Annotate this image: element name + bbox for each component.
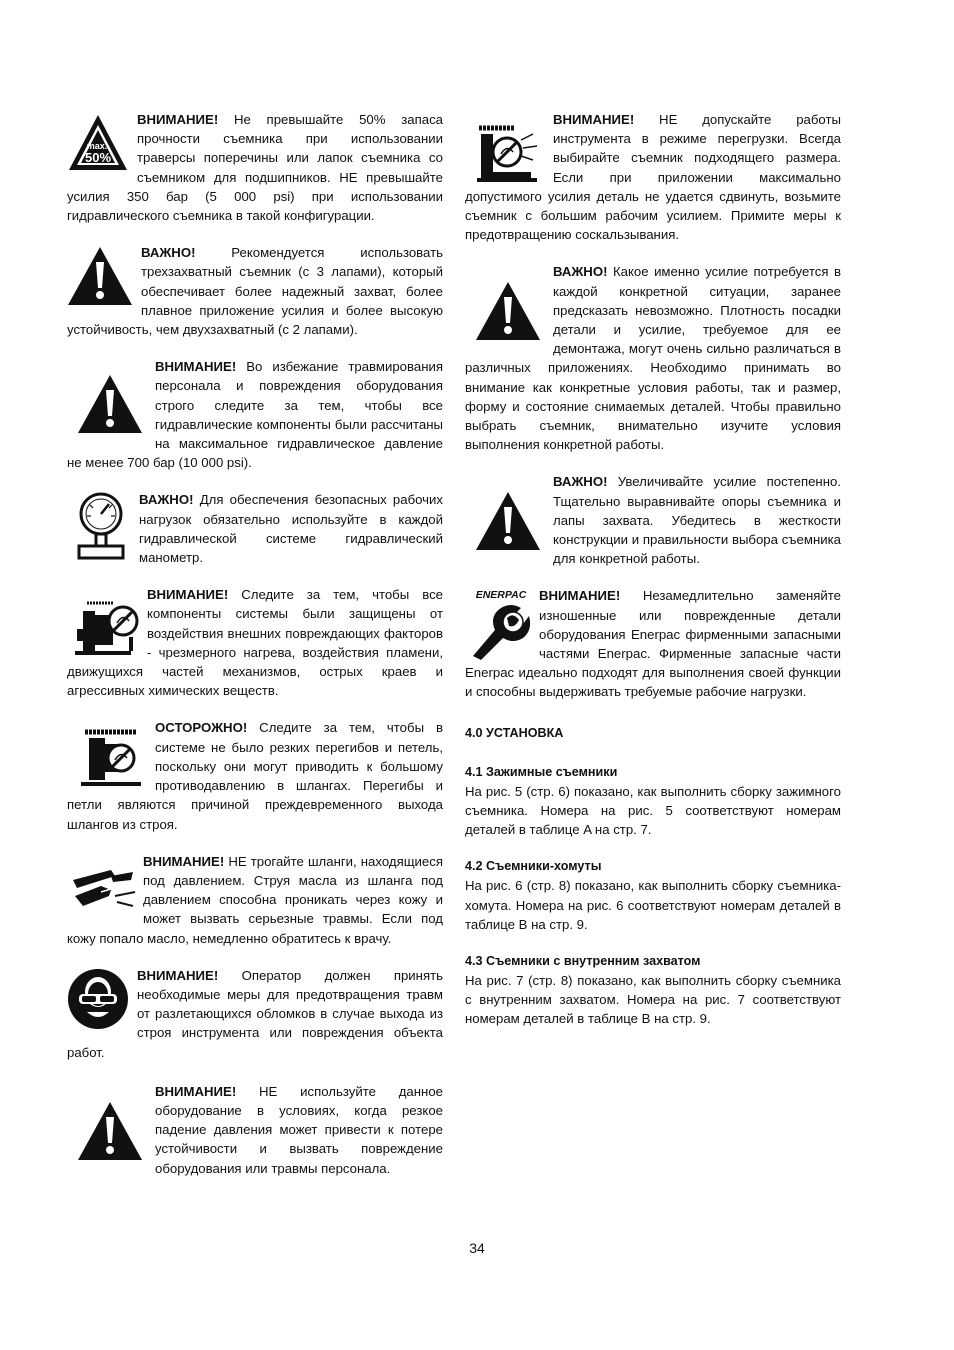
left-column <box>67 110 443 1178</box>
block-text: Для обеспечения безопасных рабочих нагрузок обязательно используйте в каждой гидравлической системе гидравлический манометр. <box>139 492 443 566</box>
important-block <box>67 490 443 567</box>
block-text: Какое именно усилие потребуется в каждой конкретной ситуации, заранее предсказать невозможно. Плотность посадки детали и усилие, требуемое для ее демонтажа, могут очень сильно различаться в различных приложениях. Необходимо принимать во внимание как конкретные условия работы, так и размер, форму и состояние снимаемых деталей. Чтобы правильно выбрать съемник, внимательно изучите условия выполнения конкретной работы. <box>465 264 841 453</box>
warning-block <box>67 357 443 472</box>
important-block <box>67 243 443 339</box>
block-text: Незамедлительно заменяйте изношенные или поврежденные детали оборудования Enerpac фирменными запасными частями Enerpac. Фирменные запасные части Enerpac идеально подходят для выполнения своей функции и способны выдерживать требуемые рабочие нагрузки. <box>465 588 841 700</box>
warning-block <box>67 966 443 1062</box>
block-label: ВНИМАНИЕ! <box>137 112 219 127</box>
install-section <box>465 763 841 840</box>
install-section <box>465 857 841 934</box>
section-text: На рис. 5 (стр. 6) показано, как выполнить сборку зажимного съемника. Номера на рис. 5 соответствуют номерам деталей в таблице A на стр. 7. <box>465 783 841 838</box>
section-text: На рис. 6 (стр. 8) показано, как выполнить сборку съемника-хомута. Номера на рис. 6 соответствуют номерам деталей в таблице B на стр. 9. <box>465 878 841 932</box>
block-label: ВАЖНО! <box>139 492 194 508</box>
right-column <box>465 110 841 1029</box>
important-block <box>465 472 841 568</box>
section-text: На рис. 7 (стр. 8) показано, как выполнить сборку съемника с внутренним захватом. Номера на рис. 7 соответствуют номерам деталей в таблице B на стр. 9. <box>465 972 841 1027</box>
block-text: Во избежание травмирования персонала и повреждения оборудования строго следите за тем, чтобы все гидравлические компоненты были рассчитаны на максимальное гидравлическое давление не менее 700 бар (10 000 psi). <box>67 359 443 471</box>
important-block <box>465 262 841 454</box>
safety-goggles-icon <box>67 968 129 1030</box>
warning-triangle-icon <box>77 373 143 435</box>
block-label: ВНИМАНИЕ! <box>137 967 219 983</box>
enerpac-wrench-icon <box>467 588 535 660</box>
warning-triangle-icon <box>475 280 541 342</box>
warning-block <box>67 852 443 948</box>
warning-triangle-icon <box>475 490 541 552</box>
hose-kink-icon <box>77 728 145 788</box>
block-text: Следите за тем, чтобы в системе не было резких перегибов и петель, поскольку они могут приводить к большому противодавлению в шлангах. Перегибы и петли являются причиной преждевременного выхода шлангов из строя. <box>67 720 443 832</box>
warning-block <box>67 585 443 700</box>
block-label: ВАЖНО! <box>553 474 608 490</box>
block-label: ВАЖНО! <box>553 264 608 280</box>
warning-triangle-icon <box>77 1100 143 1162</box>
overload-warning-icon <box>475 124 541 184</box>
cylinder-protection-icon <box>73 601 141 657</box>
block-text: Следите за тем, чтобы все компоненты системы были защищены от воздействия внешних повреждающих факторов - чрезмерного нагрева, воздействия пламени, движущихся частей механизмов, острых краев и агрессивных химических веществ. <box>67 587 443 699</box>
caution-block <box>67 718 443 833</box>
svg-text:ENERPAC: ENERPAC <box>475 589 527 602</box>
block-label: ВНИМАНИЕ! <box>553 112 635 127</box>
block-label: ОСТОРОЖНО! <box>155 720 248 736</box>
section-title: 4.3 Съемники с внутренним захватом <box>465 953 701 968</box>
warning-triangle-icon <box>67 245 133 307</box>
svg-text:max.: max. <box>86 141 108 151</box>
section-title: 4.2 Съемники-хомуты <box>465 859 602 874</box>
block-text: Оператор должен принять необходимые меры для предотвращения травм от разлетающихся обломков в случае выхода из строя инструмента или повреждения объекта работ. <box>67 967 443 1060</box>
block-text: НЕ трогайте шланги, находящиеся под давлением. Струя масла из шланга под давлением способна проникать через кожу и может вызвать серьезные травмы. Если под кожу попало масло, немедленно обратитесь к врачу. <box>67 853 443 946</box>
oil-injection-hand-icon <box>71 866 137 910</box>
block-label: ВНИМАНИЕ! <box>155 359 237 375</box>
max-50-percent-warning-icon <box>67 112 129 176</box>
block-label: ВНИМАНИЕ! <box>539 588 621 604</box>
block-label: ВНИМАНИЕ! <box>143 853 225 869</box>
block-label: ВНИМАНИЕ! <box>147 587 229 603</box>
warning-block <box>465 110 841 244</box>
svg-text:50%: 50% <box>84 150 112 165</box>
block-text: НЕ используйте данное оборудование в условиях, когда резкое падение давления может привести к потере устойчивости и вызвать повреждение оборудования или травмы персонала. <box>155 1083 443 1176</box>
block-label: ВАЖНО! <box>141 245 196 261</box>
warning-block <box>67 110 443 225</box>
page-number: 34 <box>469 1240 485 1256</box>
block-text: НЕ допускайте работы инструмента в режиме перегрузки. Всегда выбирайте съемник подходящего размера. Если при приложении максимально допустимого усилия деталь не удается сдвинуть, возьмите съемник с большим рабочим усилием. Примите меры к предотвращению соскальзывания. <box>465 112 841 243</box>
section-title: 4.1 Зажимные съемники <box>465 764 618 779</box>
warning-block <box>67 1082 443 1178</box>
block-text: Рекомендуется использовать трехзахватный съемник (с 3 лапами), который обеспечивает более надежный захват, более плавное приложение усилия и более высокую устойчивость, чем двухзахватный (с 2 лапами). <box>67 245 443 338</box>
pressure-gauge-icon <box>75 492 127 560</box>
installation-heading: 4.0 УСТАНОВКА <box>465 725 564 740</box>
block-text: Не превышайте 50% запаса прочности съемника при использовании траверсы поперечины или лапок съемника со съемником для подшипников. НЕ превышайте усилия 350 бар (5 000 psi) при использовании гидравлического съемника в такой конфигурации. <box>67 112 443 224</box>
block-label: ВНИМАНИЕ! <box>155 1083 237 1099</box>
block-text: Увеличивайте усилие постепенно. Тщательно выравнивайте опоры съемника и лапы захвата. Убедитесь в жесткости конструкции и правильности выбора съемника для конкретной работы. <box>553 474 841 567</box>
warning-block <box>465 586 841 701</box>
install-section <box>465 952 841 1029</box>
